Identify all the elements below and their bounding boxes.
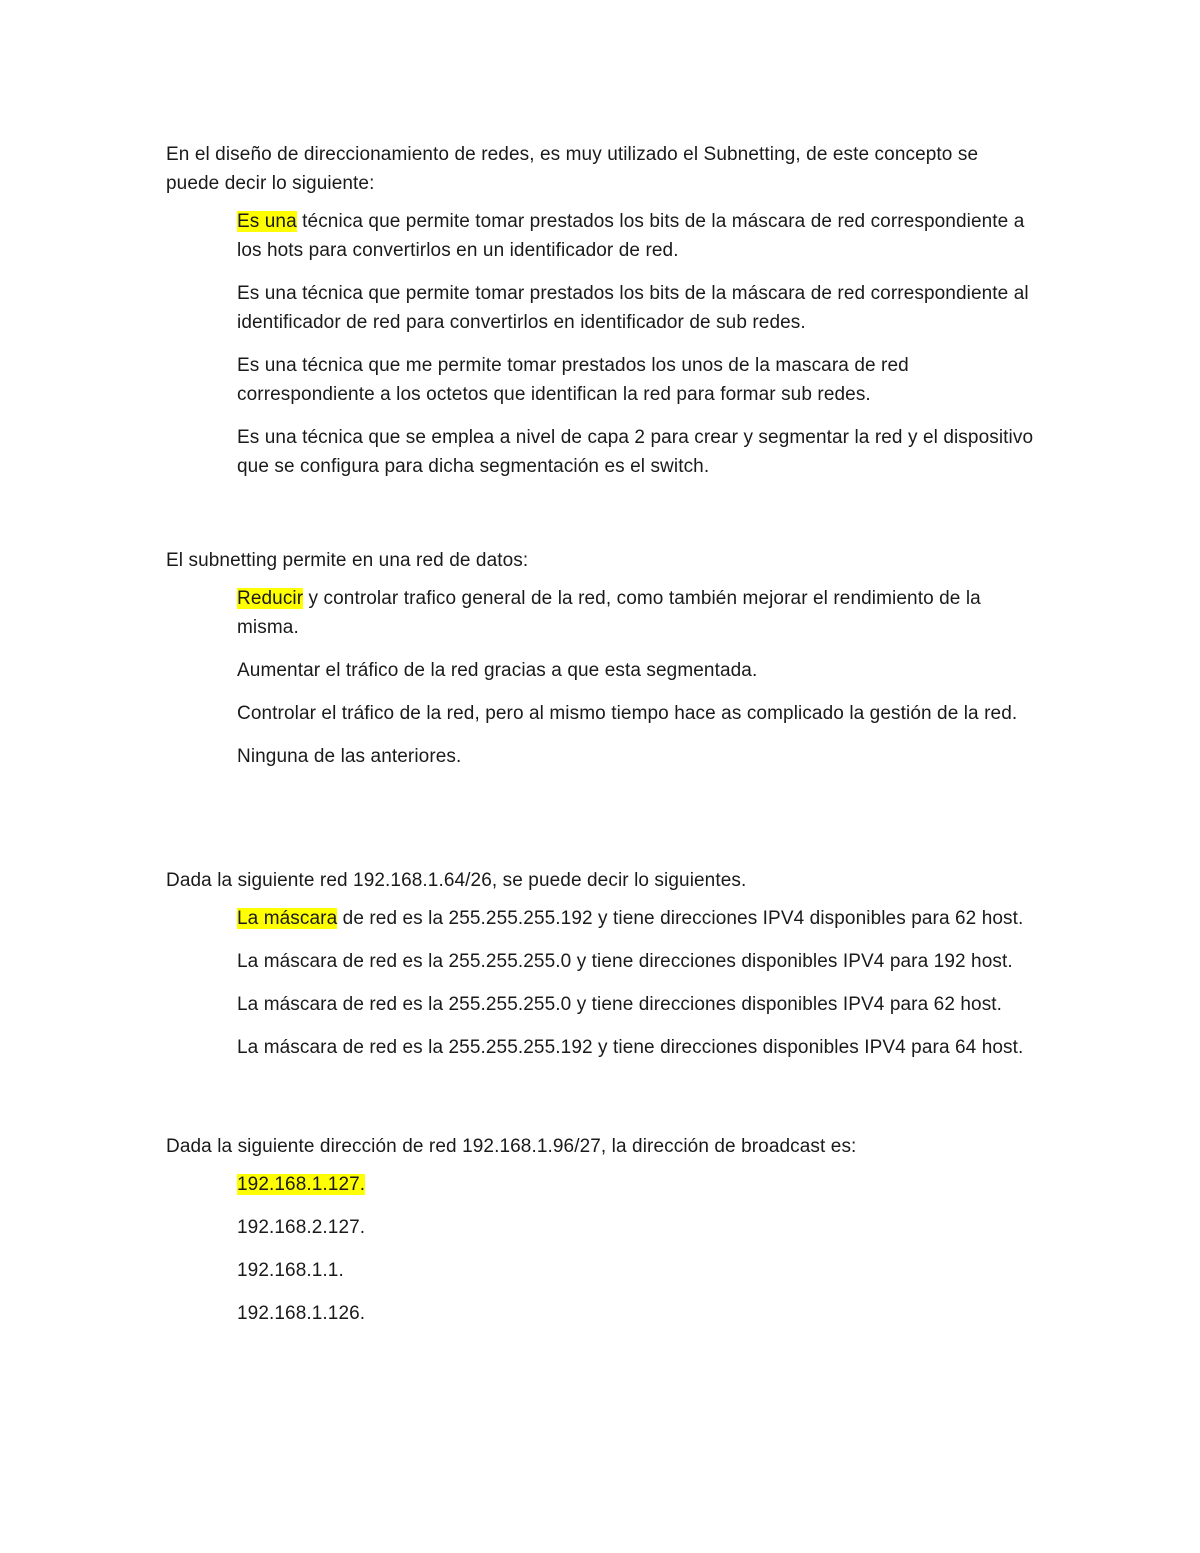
highlighted-text: 192.168.1.127. — [237, 1174, 366, 1195]
option-text: 192.168.1.1. — [237, 1260, 344, 1281]
question-3-options — [166, 904, 1036, 1062]
question-4-option-1 — [237, 1170, 1036, 1199]
option-text: Es una técnica que permite tomar prestados los bits de la máscara de red correspondiente al identificador de red para convertirlos en identificador de sub redes. — [237, 283, 1029, 333]
option-text: 192.168.2.127. — [237, 1217, 366, 1238]
highlighted-text: Reducir — [237, 588, 304, 609]
question-2-option-2 — [237, 656, 1036, 685]
question-2 — [166, 546, 1036, 785]
option-text: La máscara de red es la 255.255.255.0 y tiene direcciones disponibles IPV4 para 62 host. — [237, 994, 1003, 1015]
question-2-options — [166, 584, 1036, 771]
question-2-option-4 — [237, 742, 1036, 771]
option-text: de red es la 255.255.255.192 y tiene direcciones IPV4 disponibles para 62 host. — [337, 908, 1024, 929]
option-text: Controlar el tráfico de la red, pero al mismo tiempo hace as complicado la gestión de la red. — [237, 703, 1018, 724]
question-3-stem: Dada la siguiente red 192.168.1.64/26, se puede decir lo siguientes. — [166, 870, 747, 891]
question-4-option-4 — [237, 1299, 1036, 1328]
question-1-option-3 — [237, 351, 1036, 409]
question-4-stem: Dada la siguiente dirección de red 192.168.1.96/27, la dirección de broadcast es: — [166, 1136, 857, 1157]
option-text: 192.168.1.126. — [237, 1303, 366, 1324]
question-1-option-4 — [237, 423, 1036, 481]
option-text: Aumentar el tráfico de la red gracias a que esta segmentada. — [237, 660, 758, 681]
question-2-option-3 — [237, 699, 1036, 728]
option-text: Es una técnica que se emplea a nivel de capa 2 para crear y segmentar la red y el dispositivo que se configura para dicha segmentación es el switch. — [237, 427, 1034, 477]
question-4-option-2 — [237, 1213, 1036, 1242]
question-4-option-3 — [237, 1256, 1036, 1285]
option-text: y controlar trafico general de la red, como también mejorar el rendimiento de la misma. — [237, 588, 981, 638]
question-3-option-1 — [237, 904, 1036, 933]
option-text: La máscara de red es la 255.255.255.0 y tiene direcciones disponibles IPV4 para 192 host. — [237, 951, 1013, 972]
highlighted-text: La máscara — [237, 908, 338, 929]
question-1-stem: En el diseño de direccionamiento de redes, es muy utilizado el Subnetting, de este concepto se puede decir lo siguiente: — [166, 144, 979, 194]
question-3-option-4 — [237, 1033, 1036, 1062]
option-text: Es una técnica que me permite tomar prestados los unos de la mascara de red correspondiente a los octetos que identifican la red para formar sub redes. — [237, 355, 909, 405]
question-4-options — [166, 1170, 1036, 1328]
highlighted-text: Es una — [237, 211, 297, 232]
question-4 — [166, 1132, 1036, 1342]
question-3-option-3 — [237, 990, 1036, 1019]
question-1-option-1 — [237, 207, 1036, 265]
question-1 — [166, 140, 1036, 495]
option-text: La máscara de red es la 255.255.255.192 y tiene direcciones disponibles IPV4 para 64 host. — [237, 1037, 1024, 1058]
option-text: técnica que permite tomar prestados los bits de la máscara de red correspondiente a los hots para convertirlos en un identificador de red. — [237, 211, 1025, 261]
option-text: Ninguna de las anteriores. — [237, 746, 462, 767]
question-1-options — [166, 207, 1036, 481]
question-2-stem: El subnetting permite en una red de datos: — [166, 550, 529, 571]
question-1-option-2 — [237, 279, 1036, 337]
question-3-option-2 — [237, 947, 1036, 976]
question-3 — [166, 866, 1036, 1076]
question-2-option-1 — [237, 584, 1036, 642]
